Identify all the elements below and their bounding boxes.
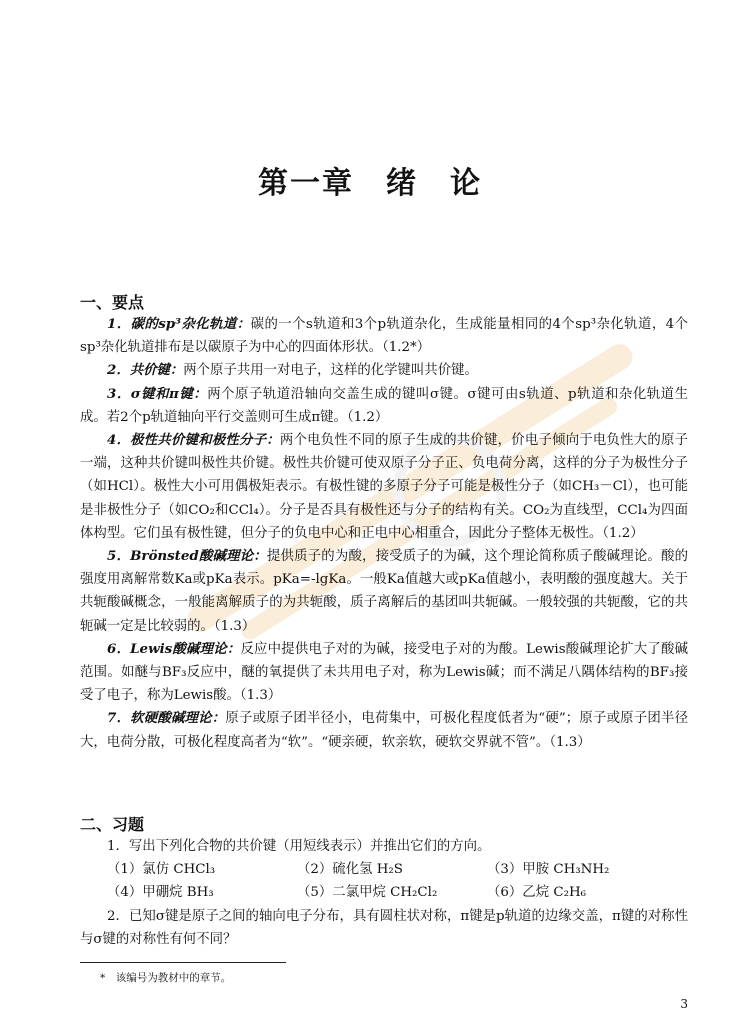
chapter-title: 第一章 绪 论 [258, 166, 482, 201]
page-number: 3 [680, 997, 688, 1011]
key-point-text: 提供质子的为酸，接受质子的为碱，这个理论简称质子酸碱理论。酸的强度用离解常数Ka或pKa表示。pKa=-lgKa。一般Ka值越大或pKa值越小，表明酸的强度越大。关于共轭酸碱概念，一般能离解质子的为共轭酸，质子离解后的基团叫共轭碱。一般较强的共轭酸，它的共轭碱一定是比较弱的。（1.3） [80, 549, 688, 634]
key-point-text: 碳的一个s轨道和3个p轨道杂化，生成能量相同的4个sp³杂化轨道，4个sp³杂化轨道排布是以碳原子为中心的四面体形状。（1.2*） [80, 317, 689, 356]
key-point-term: 4．极性共价键和极性分子： [107, 432, 280, 449]
footnote: * 该编号为教材中的章节。 [100, 972, 232, 984]
exercise-item: （1）氯仿 CHCl₃ [107, 862, 216, 878]
key-point-text: 两个电负性不同的原子生成的共价键，价电子倾向于电负性大的原子一端，这种共价键叫极性共价键。极性共价键可使双原子分子正、负电荷分离，这样的分子为极性分子（如HCl）。极性大小可用偶极矩表示。有极性键的多原子分子可能是极性分子（如CH₃－Cl），也可能是非极性分子（如CO₂和CCl₄）。分子是否具有极性还与分子的结构有关。CO₂为直线型，CCl₄为四面体构型。它们虽有极性键，但分子的负电中心和正电中心相重合，因此分子整体无极性。（1.2） [80, 433, 688, 541]
key-point-term: 3．σ键和π键： [107, 385, 208, 402]
key-point-7 [80, 707, 688, 753]
exercise-row-1 [80, 858, 688, 881]
key-point-term: 1．碳的sp³杂化轨道： [107, 316, 251, 332]
exercise-item: （6）乙烷 C₂H₆ [487, 885, 586, 901]
footnote-divider [80, 962, 286, 963]
key-point-5 [80, 545, 688, 638]
key-point-term: 5．Brönsted酸碱理论： [107, 548, 267, 565]
key-point-1 [80, 313, 688, 359]
key-point-6 [80, 638, 688, 708]
key-point-term: 6．Lewis酸碱理论： [107, 640, 241, 657]
key-point-text: 两个原子轨道沿轴向交盖生成的键叫σ键。σ键可由s轨道、p轨道和杂化轨道生成。若2个p轨道轴向平行交盖则可生成π键。（1.2） [80, 386, 688, 425]
exercise-item: （4）甲硼烷 BH₃ [107, 885, 214, 901]
exercises-body [80, 835, 688, 951]
key-point-text: 两个原子共用一对电子，这样的化学键叫共价键。 [183, 363, 478, 379]
key-point-term: 7．软硬酸碱理论： [107, 710, 226, 727]
exercises-heading: 二、习题 [80, 815, 145, 834]
key-point-3 [80, 383, 688, 429]
exercise-item: （5）二氯甲烷 CH₂Cl₂ [297, 885, 438, 901]
key-points-heading: 一、要点 [80, 293, 145, 312]
exercise-item: （2）硫化氢 H₂S [297, 862, 403, 878]
exercise-row-2 [80, 881, 688, 904]
key-point-4 [80, 429, 688, 545]
key-point-text: 反应中提供电子对的为碱，接受电子对的为酸。Lewis酸碱理论扩大了酸碱范围。如醚与BF₃反应中，醚的氧提供了未共用电子对，称为Lewis碱；而不满足八隅体结构的BF₃接受了电子，称为Lewis酸。（1.3） [80, 641, 688, 704]
key-point-text: 原子或原子团半径小，电荷集中，可极化程度低者为“硬”；原子或原子团半径大，电荷分散，可极化程度高者为“软”。“硬亲硬，软亲软，硬软交界就不管”。（1.3） [80, 711, 688, 750]
exercise-question-2: 2．已知σ键是原子之间的轴向电子分布，具有圆柱状对称，π键是p轨道的边缘交盖，π键的对称性与σ键的对称性有何不同？ [80, 908, 688, 947]
exercise-question-1: 1．写出下列化合物的共价键（用短线表示）并推出它们的方向。 [107, 839, 491, 854]
key-point-term: 2．共价键： [107, 362, 184, 379]
key-point-2 [80, 359, 688, 382]
exercise-item: （3）甲胺 CH₃NH₂ [487, 862, 610, 878]
key-points-body [80, 313, 688, 754]
